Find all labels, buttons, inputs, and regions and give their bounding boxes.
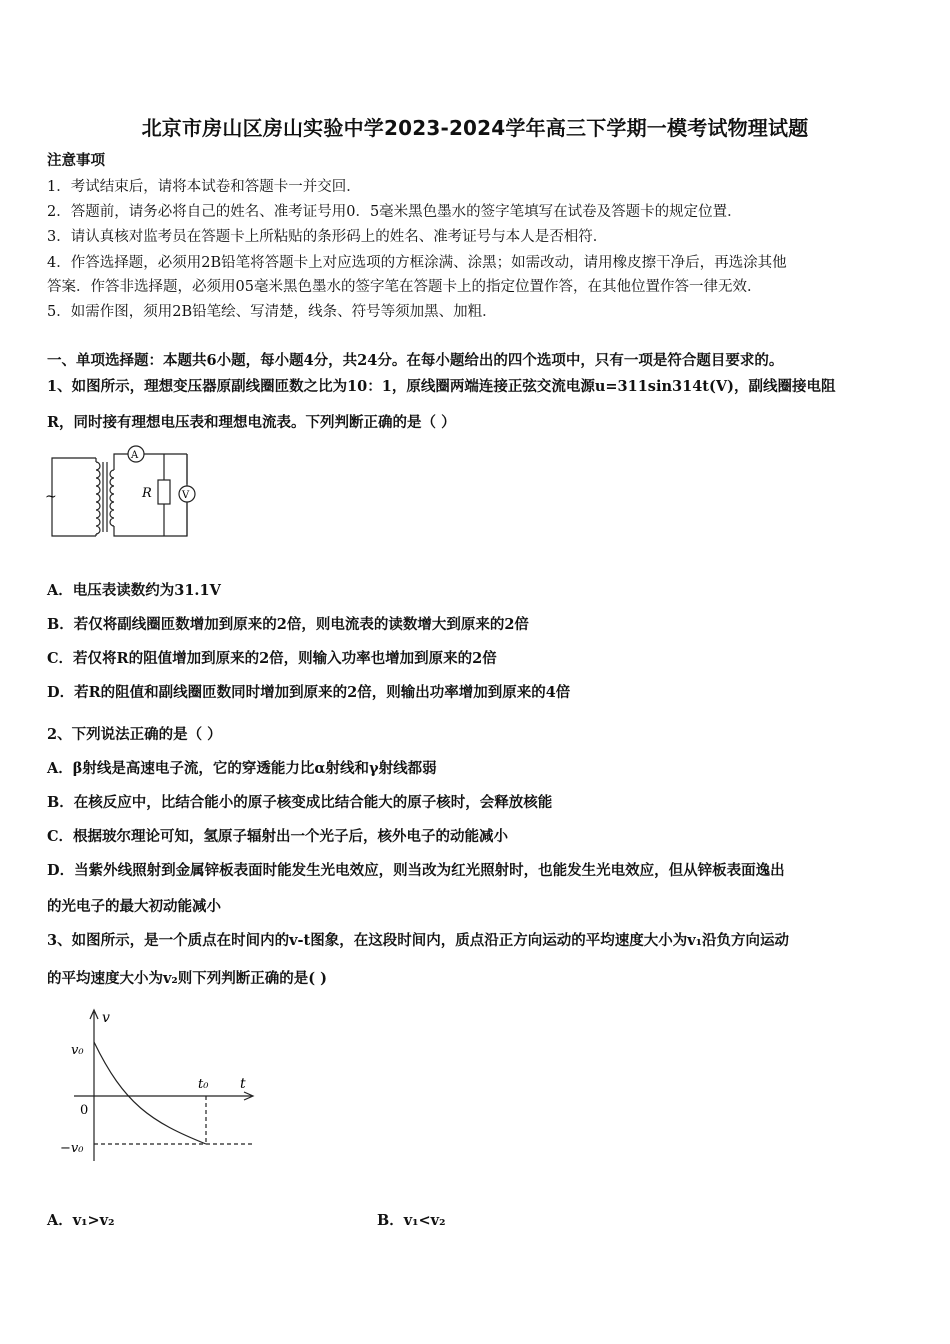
label-t0: t₀	[198, 1077, 209, 1092]
axis-label-t: t	[240, 1076, 246, 1092]
q3-stem-line1: 3、如图所示，是一个质点在时间内的v-t图象，在这段时间内，质点沿正方向运动的平均速度大小为v₁沿负方向运动	[47, 932, 790, 949]
q3-stem-line2: 的平均速度大小为v₂则下列判断正确的是( )	[47, 970, 328, 987]
source-symbol: ~	[45, 489, 57, 505]
label-v0: v₀	[71, 1043, 84, 1058]
notice-item: 2．答题前，请务必将自己的姓名、准考证号用0．5毫米黑色墨水的签字笔填写在试卷及答题卡的规定位置．	[47, 204, 742, 220]
q3-option-b: B．v₁<v₂	[377, 1212, 446, 1229]
q1-option-a: A．电压表读数约为31.1V	[47, 582, 221, 599]
q2-option-c: C．根据玻尔理论可知，氢原子辐射出一个光子后，核外电子的动能减小	[47, 828, 509, 845]
q2-option-d: D．当紫外线照射到金属锌板表面时能发生光电效应，则当改为红光照射时，也能发生光电效应，但从锌板表面逸出	[47, 862, 785, 879]
notice-item: 答案．作答非选择题，必须用05毫米黑色墨水的签字笔在答题卡上的指定位置作答，在其他位置作答一律无效．	[47, 279, 762, 295]
notice-item: 5．如需作图，须用2B铅笔绘、写清楚，线条、符号等须加黑、加粗．	[47, 304, 497, 320]
ammeter-label: A	[131, 450, 139, 461]
q2-option-d-cont: 的光电子的最大初动能减小	[47, 898, 221, 915]
q1-option-d: D．若R的阻值和副线圈匝数同时增加到原来的2倍，则输出功率增加到原来的4倍	[47, 684, 571, 701]
q1-stem-line1: 1、如图所示，理想变压器原副线圈匝数之比为10：1，原线圈两端连接正弦交流电源u=311sin314t(V)，副线圈接电阻	[47, 378, 836, 395]
notice-heading: 注意事项	[47, 152, 105, 169]
q1-option-c: C．若仅将R的阻值增加到原来的2倍，则输入功率也增加到原来的2倍	[47, 650, 497, 667]
page-title: 北京市房山区房山实验中学2023-2024学年高三下学期一模考试物理试题	[141, 116, 809, 140]
q1-circuit-figure	[44, 444, 214, 544]
q1-option-b: B．若仅将副线圈匝数增加到原来的2倍，则电流表的读数增大到原来的2倍	[47, 616, 529, 633]
voltmeter-label: V	[182, 490, 190, 501]
q2-option-a: A．β射线是高速电子流，它的穿透能力比α射线和γ射线都弱	[47, 760, 437, 777]
q3-option-a: A．v₁>v₂	[47, 1212, 115, 1229]
notice-item: 1．考试结束后，请将本试卷和答题卡一并交回．	[47, 179, 361, 195]
notice-item: 3．请认真核对监考员在答题卡上所粘贴的条形码上的姓名、准考证号与本人是否相符．	[47, 229, 608, 245]
notice-item: 4．作答选择题，必须用2B铅笔将答题卡上对应选项的方框涂满、涂黑；如需改动，请用橡皮擦干净后，再选涂其他	[47, 255, 787, 271]
q3-vt-graph	[56, 1006, 266, 1166]
section-heading: 一、单项选择题：本题共6小题，每小题4分，共24分。在每小题给出的四个选项中，只有一项是符合题目要求的。	[47, 352, 784, 369]
q2-stem: 2、下列说法正确的是（ ）	[47, 726, 222, 743]
axis-label-v: v	[102, 1010, 110, 1026]
q2-option-b: B．在核反应中，比结合能小的原子核变成比结合能大的原子核时，会释放核能	[47, 794, 553, 811]
q1-stem-line2: R，同时接有理想电压表和理想电流表。下列判断正确的是（ ）	[47, 414, 456, 431]
label-origin: 0	[80, 1103, 89, 1118]
label-neg-v0: −v₀	[60, 1141, 84, 1156]
resistor-label: R	[142, 486, 152, 501]
